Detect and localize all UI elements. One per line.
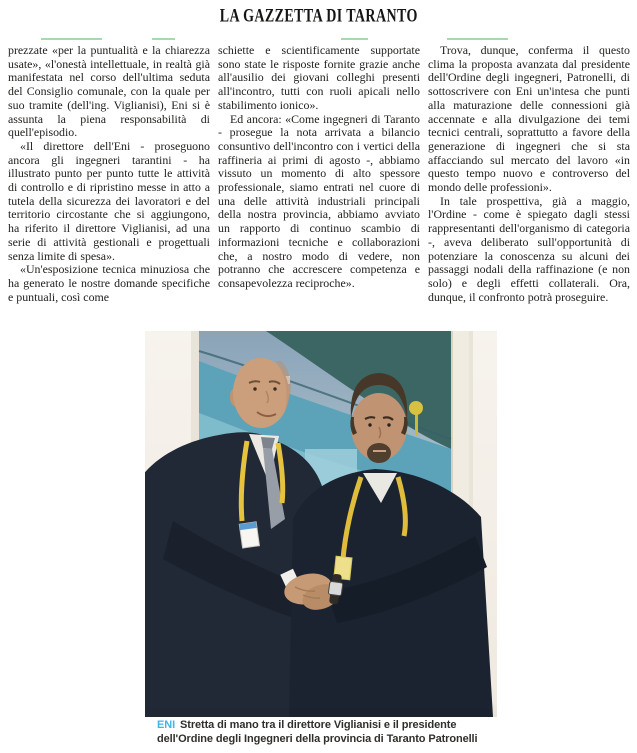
decor-green-line (41, 38, 102, 40)
paragraph: prezzate «per la puntualità e la chiarezza usate», «l'onestà intellettuale, in realtà già manifestata nel corso dell'ultima seduta del Consiglio comunale, con la quale per suo tramite (dell'ing. Viglianisi), Eni si è assunta la piena responsabilità di quell'episodio. (8, 44, 210, 140)
paragraph: Trova, dunque, conferma il questo clima la proposta avanzata dal presidente dell'Ordine degli ingegneri, Patronelli, di sottoscrivere con Eni un'intesa che punti alla maturazione delle connessioni già accennate e alla divulgazione dei temi tecnici centrali, soprattutto a favore della generazione di ingegneri che si sta affacciando sul mercato del lavoro «in questo tempo nuovo e controverso del mondo delle professioni». (428, 44, 630, 195)
goatee (367, 443, 391, 463)
decor-green-line (152, 38, 175, 40)
paragraph: In tale prospettiva, già a maggio, l'Ordine - come è spiegato dagli stessi rappresentanti dell'organismo di categoria -, aveva deliberato sull'opportunità di potenziare la conoscenza su alcuni dei passaggi nodali della raffinazione (e non solo) e degli effetti collaterali. Ora, dunque, il confronto potrà proseguire. (428, 193, 630, 304)
paragraph: «Un'esposizione tecnica minuziosa che ha generato le nostre domande specifiche e puntuali, così come (8, 262, 210, 304)
paragraph: schiette e scientificamente supportate sono state le risposte fornite grazie anche all'ausilio dei giovani colleghi presenti all'incontro, tutti con ruoli apicali nello stabilimento ionico». (218, 44, 420, 112)
paragraph: Ed ancora: «Come ingegneri di Taranto - prosegue la nota arrivata a bilancio consuntivo dell'incontro con i vertici della raffineria ai primi di agosto -, abbiamo vissuto un momento di alto spessore professionale, siamo entrati nel cuore di una delle attività industriali principali della nostra provincia, abbiamo avviato un rapporto di continuo scambio di informazioni tecniche e collaborazioni che, a nostro modo di vedere, non potranno che accrescere competenza e consapevolezza reciproche». (218, 111, 420, 290)
photo-illustration (145, 331, 497, 717)
badge (239, 522, 259, 548)
masthead-title: LA GAZZETTA DI TARANTO (219, 4, 418, 26)
decor-green-line (447, 38, 508, 40)
caption-text: Stretta di mano tra il direttore Viglianisi e il presidente dell'Ordine degli Ingegneri della provincia di Taranto Patronelli (157, 719, 478, 745)
article-column-3 (428, 44, 630, 336)
photo-handshake (145, 331, 497, 717)
article-column-1 (8, 44, 210, 336)
photo-caption (157, 719, 497, 746)
photo-bottom-shadow (145, 703, 497, 717)
paragraph: «Il direttore dell'Eni - proseguono ancora gli ingegneri tarantini - ha illustrato punto per punto tutte le attività di controllo e di ripristino messe in atto a tutela della sicurezza dei lavoratori e del territorio circostante che si aggiungono, ha riferito il direttore Viglianisi, ad una serie di attività gestionali e progettuali senza limite di spesa». (8, 138, 210, 263)
masthead (0, 5, 637, 26)
decor-green-line (341, 38, 368, 40)
article-body (8, 44, 630, 336)
article-column-2 (218, 44, 420, 336)
caption-eni-label: ENI (157, 719, 176, 731)
